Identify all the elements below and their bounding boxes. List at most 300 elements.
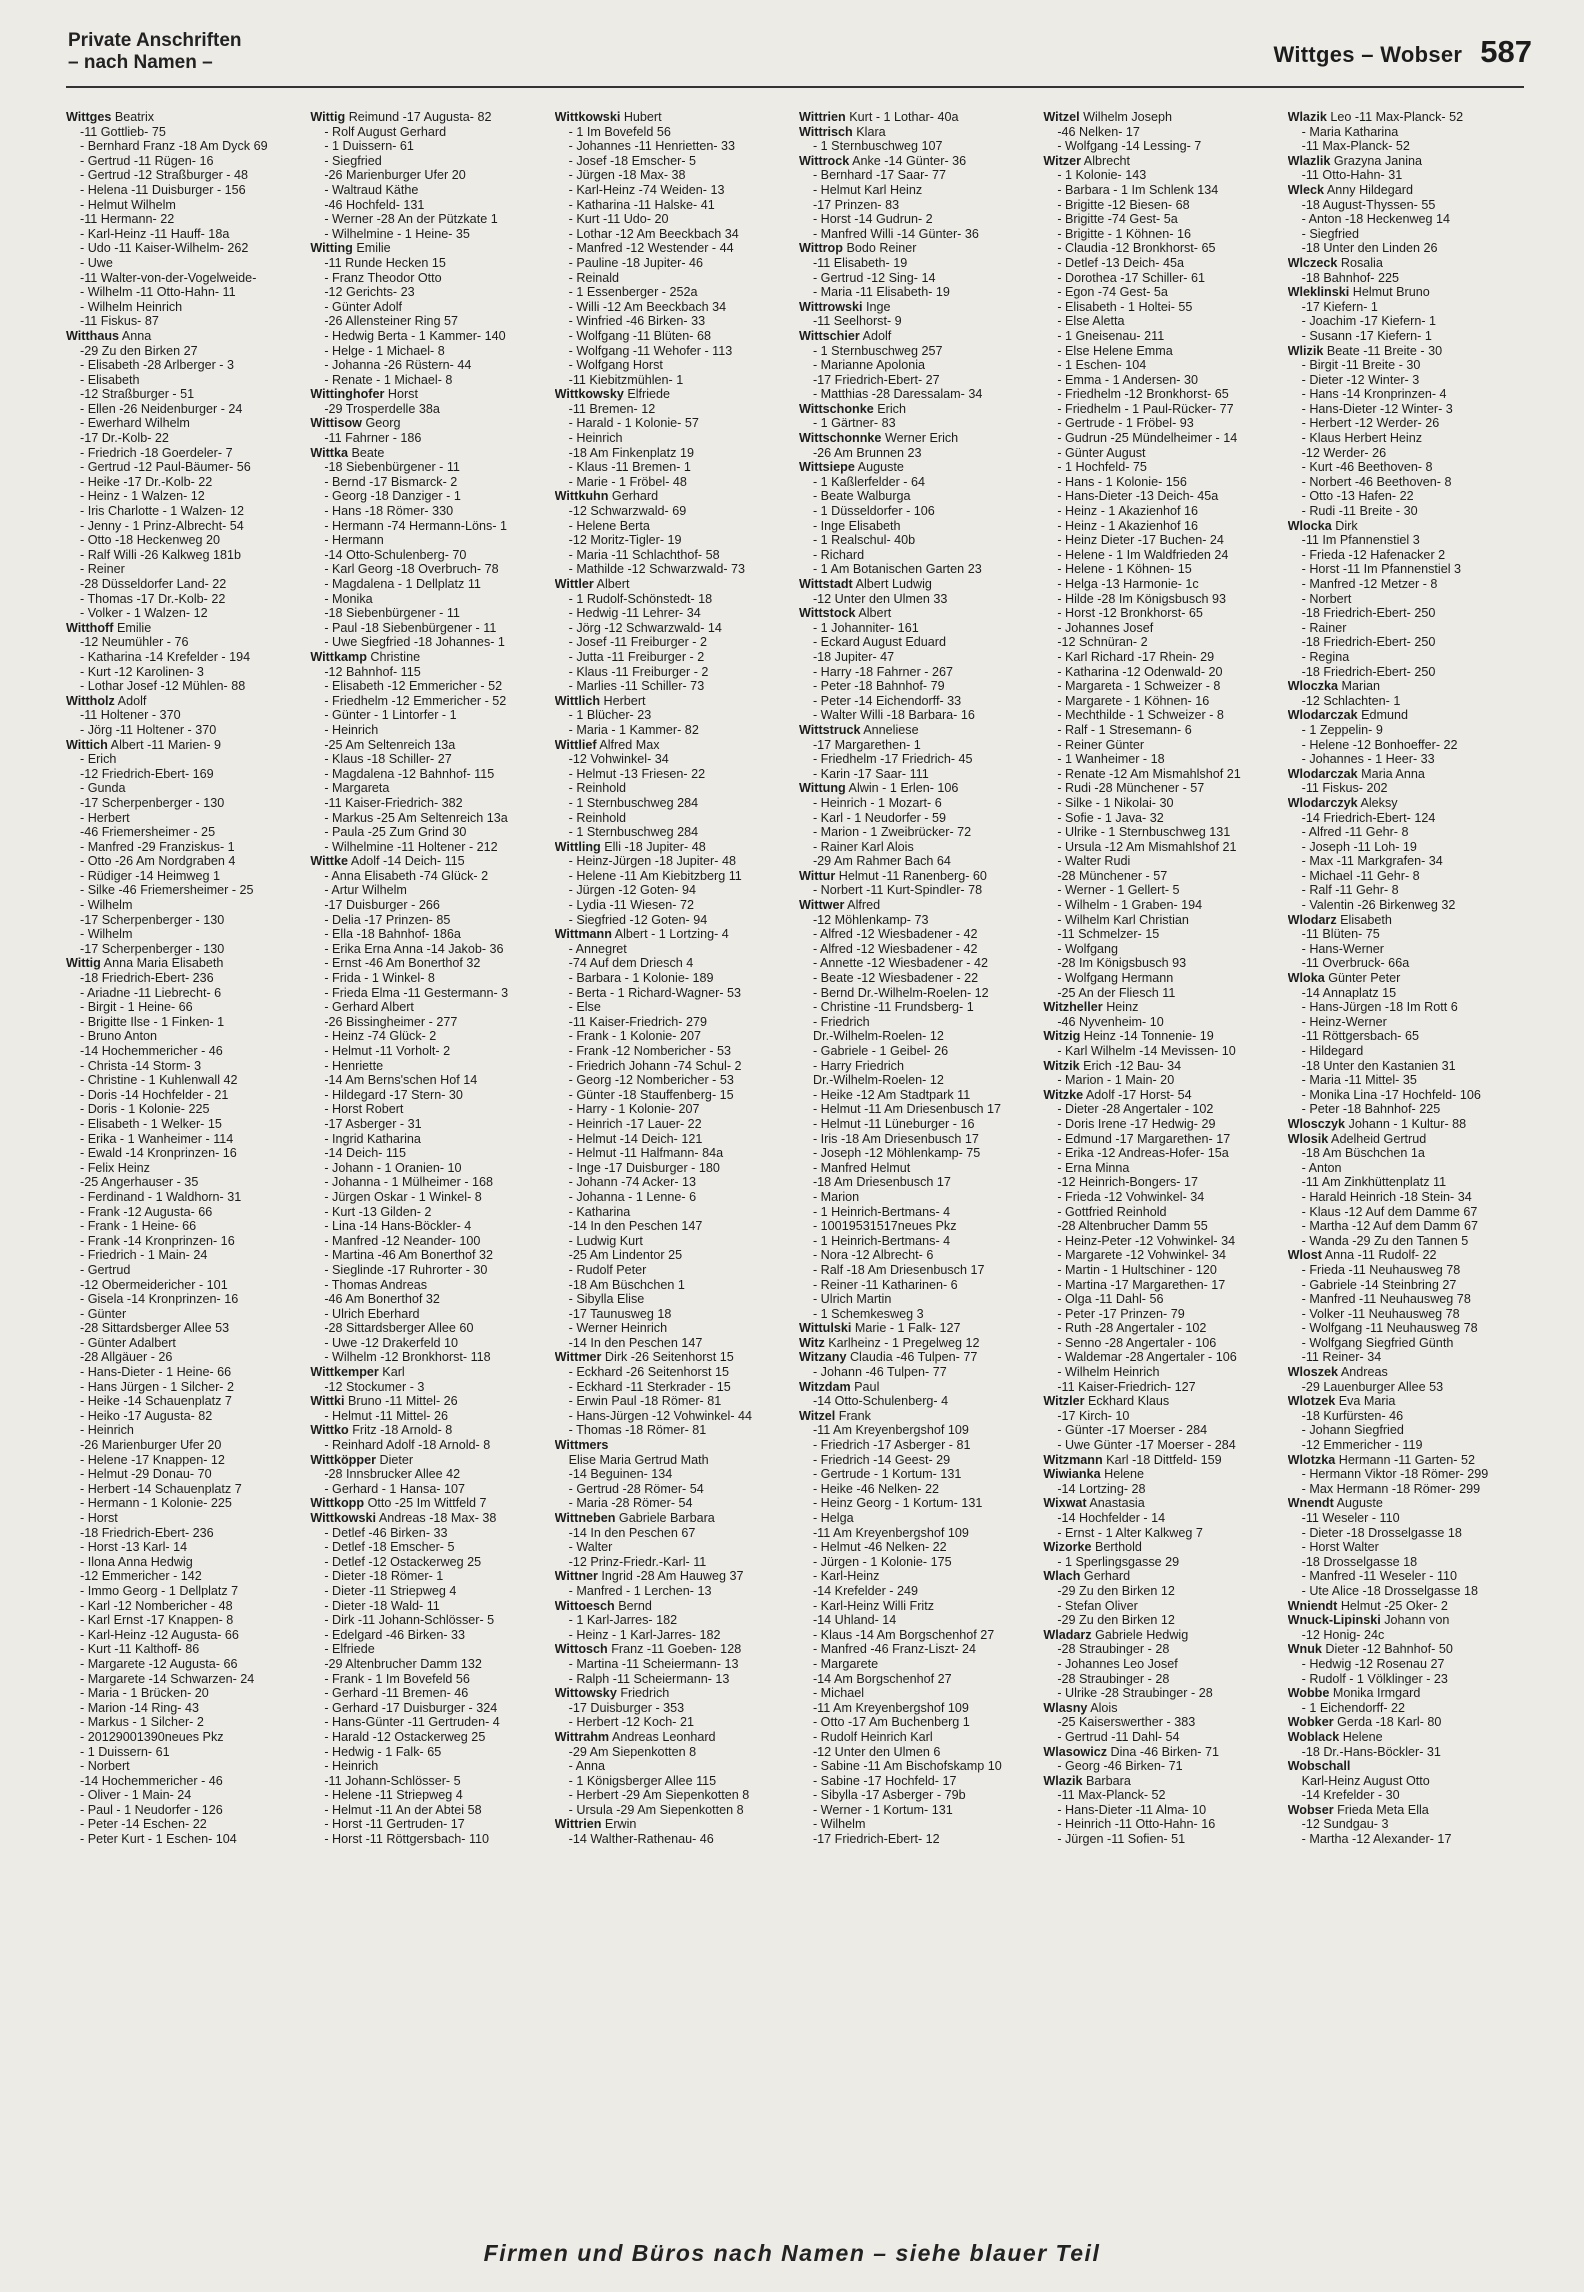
listing-line: - Wilhelm -12 Bronkhorst- 118: [324, 1350, 491, 1365]
surname-entry: [310, 1394, 546, 1409]
listing-line: - Gertrud -12 Paul-Bäumer- 56: [80, 460, 251, 475]
surname-entry: [66, 738, 302, 753]
listing-line: - Helmut -11 Vorholt- 2: [324, 1044, 451, 1058]
listing-line: -17 Kiefern- 1: [1301, 299, 1378, 314]
listing-line: -14 Lortzing- 28: [1057, 1481, 1146, 1496]
listing-line: - Franz Theodor Otto: [324, 270, 442, 285]
listing-line: - Anna: [568, 1759, 606, 1774]
listing-line: - Manfred -29 Franziskus- 1: [80, 839, 235, 854]
surname: Wittki: [310, 1394, 345, 1409]
listing-line: - Senno -28 Angertaler - 106: [1057, 1335, 1217, 1350]
given-name-address: Andreas -18 Max- 38: [378, 1511, 497, 1525]
listing-line: - Gottfried Reinhold: [1057, 1204, 1167, 1219]
surname: Wittmers: [554, 1438, 609, 1453]
listing-line: - Maria -11 Schlachthof- 58: [568, 547, 720, 562]
surname: Wiwianka: [1043, 1467, 1101, 1482]
surname: Wittrien: [798, 110, 846, 124]
surname: Wittmer: [554, 1350, 602, 1365]
listing-line: - Lothar -12 Am Beeckbach 34: [568, 226, 739, 241]
listing-line: -18 Unter den Kastanien 31: [1301, 1058, 1456, 1073]
given-name-address: Dieter: [379, 1452, 414, 1467]
section-title-line1: Private Anschriften: [68, 30, 242, 51]
listing-line: -28 Straubinger - 28: [1057, 1642, 1170, 1657]
given-name-address: Wilhelm Joseph: [1083, 110, 1172, 124]
listing-line: - Johanna -26 Rüstern- 44: [324, 358, 472, 373]
given-name-address: Frieda Meta Ella: [1337, 1802, 1429, 1817]
surname: Wittschier: [798, 328, 860, 343]
listing-line: - Pauline -18 Jupiter- 46: [568, 255, 704, 270]
given-name-address: Friedrich: [620, 1686, 670, 1701]
listing-line: -12 Werder- 26: [1301, 445, 1387, 460]
surname: Wobschall: [1287, 1759, 1351, 1774]
listing-line: - Bernhard Franz -18 Am Dyck 69: [80, 139, 268, 154]
listing-line: - Norbert: [80, 1759, 130, 1774]
listing-line: - Klaus -11 Freiburger - 2: [568, 664, 709, 679]
listing-line: - Bernd Dr.-Wilhelm-Roelen- 12: [812, 985, 989, 1000]
surname-entry: [555, 1817, 791, 1832]
listing-line: - Karl Georg -18 Overbruch- 78: [324, 562, 499, 577]
listing-line: -17 Duisburger - 353: [568, 1700, 685, 1715]
listing-line: -18 Friedrich-Ebert- 250: [1301, 635, 1436, 650]
surname: Wittig: [66, 956, 101, 971]
listing-line: - Karl Wilhelm -14 Mevissen- 10: [1057, 1044, 1236, 1058]
listing-line: - Rolf August Gerhard: [324, 124, 447, 139]
surname: Wittko: [310, 1423, 349, 1438]
given-name-address: Heinz -14 Tonnenie- 19: [1083, 1029, 1214, 1044]
surname: Wittung: [798, 781, 846, 796]
given-name-address: Alfred: [847, 898, 881, 913]
given-name-address: Anna -11 Rudolf- 22: [1324, 1248, 1437, 1263]
listing-line: - Sieglinde -17 Ruhrorter - 30: [324, 1262, 488, 1277]
surname-entry: [555, 1350, 791, 1365]
listing-line: -18 Am Driesenbusch 17: [812, 1175, 951, 1190]
listing-line: - Kurt -11 Udo- 20: [568, 212, 669, 227]
listing-line: - Iris Charlotte - 1 Walzen- 12: [80, 504, 245, 519]
listing-line: - Mathilde -12 Schwarzwald- 73: [568, 562, 746, 577]
listing-line: -11 Otto-Hahn- 31: [1301, 168, 1403, 183]
listing-line: - Klaus -18 Schiller- 27: [324, 752, 452, 767]
listing-line: - Uwe Siegfried -18 Johannes- 1: [324, 635, 505, 650]
listing-line: - Susann -17 Kiefern- 1: [1301, 328, 1432, 343]
listing-line: - Hedwig Berta - 1 Kammer- 140: [324, 328, 506, 343]
listing-line: - Heinrich: [324, 722, 379, 737]
listing-line: - 1 Blücher- 23: [568, 708, 652, 723]
listing-line: - Elisabeth -28 Arlberger - 3: [80, 358, 234, 373]
listing-line: - Wanda -29 Zu den Tannen 5: [1301, 1233, 1469, 1248]
given-name-address: Günter Peter: [1328, 971, 1401, 986]
surname-entry: [1043, 1394, 1279, 1409]
listing-line: - Volker - 1 Walzen- 12: [80, 606, 208, 621]
listing-line: - Waldemar -28 Angertaler - 106: [1057, 1350, 1237, 1365]
listing-line: - Hermann: [324, 533, 384, 548]
listing-line: - Wilhelm: [80, 927, 133, 942]
listing-line: - Margarete -12 Vohwinkel- 34: [1057, 1248, 1227, 1263]
listing-line: - Horst -11 Im Pfannenstiel 3: [1301, 562, 1461, 577]
listing-line: - Bernhard -17 Saar- 77: [812, 168, 946, 183]
listing-line: - Siegfried -12 Goten- 94: [568, 912, 708, 927]
surname-entry: [66, 621, 302, 636]
listing-line: - Paul - 1 Neudorfer - 126: [80, 1802, 223, 1817]
given-name-address: Horst: [387, 387, 418, 402]
listing-line: -12 Emmericher - 142: [80, 1569, 202, 1584]
listing-line: - Anna Elisabeth -74 Glück- 2: [324, 868, 489, 883]
surname: Wlodarczak: [1287, 708, 1358, 723]
surname: Wittosch: [554, 1642, 608, 1657]
surname: Wittrisch: [798, 124, 853, 139]
given-name-address: Herbert: [603, 693, 646, 708]
listing-line: - Joachim -17 Kiefern- 1: [1301, 314, 1437, 329]
listing-line: - Harry -18 Fahrner - 267: [812, 664, 953, 679]
given-name-address: Albert -11 Marien- 9: [110, 737, 222, 752]
listing-line: - Manfred Willi -14 Günter- 36: [812, 226, 979, 241]
surname-entry: [799, 606, 1035, 621]
listing-line: - Marianne Apolonia: [812, 358, 925, 373]
given-name-address: Anke -14 Günter- 36: [852, 153, 967, 168]
listing-line: -18 Unter den Linden 26: [1301, 241, 1438, 256]
surname-entry: [1288, 344, 1524, 359]
given-name-address: Eckhard Klaus: [1087, 1394, 1170, 1409]
header-rule: [66, 86, 1524, 88]
given-name-address: Werner Erich: [884, 431, 959, 446]
surname: Wittur: [798, 868, 836, 883]
listing-line: - Hans - 1 Kolonie- 156: [1057, 474, 1187, 489]
surname: Wittwer: [798, 898, 845, 913]
surname-entry: [1288, 1715, 1524, 1730]
listing-line: - Reiner: [80, 562, 125, 577]
listing-line: - 1 Eichendorff- 22: [1301, 1700, 1406, 1715]
surname-entry: [1288, 1117, 1524, 1132]
listing-line: - Sabine -17 Hochfeld- 17: [812, 1773, 957, 1788]
listing-line: - Manfred -12 Metzer - 8: [1301, 577, 1438, 591]
surname-entry: [66, 329, 302, 344]
surname: Witzel: [798, 1408, 836, 1423]
surname-entry: [1288, 183, 1524, 198]
listing-line: - Harald Heinrich -18 Stein- 34: [1301, 1189, 1472, 1204]
given-name-address: Barbara: [1086, 1773, 1131, 1788]
listing-line: - Dirk -11 Johann-Schlösser- 5: [324, 1613, 495, 1628]
listing-line: - Heinz-Werner: [1301, 1014, 1387, 1029]
listing-line: -28 Sittardsberger Allee 53: [80, 1321, 230, 1336]
listing-line: - Thomas Andreas: [324, 1277, 427, 1292]
listing-line: - Hermann -74 Hermann-Löns- 1: [324, 518, 508, 533]
listing-line: - Reinhold: [568, 781, 627, 796]
listing-line: -11 Max-Planck- 52: [1057, 1788, 1166, 1803]
listing-line: - Walter: [568, 1540, 613, 1555]
listing-line: - Wilhelm: [80, 898, 133, 913]
listing-line: - Jürgen - 1 Kolonie- 175: [812, 1554, 952, 1569]
listing-line: - Elisabeth - 1 Welker- 15: [80, 1116, 222, 1131]
listing-line: - Manfred -46 Franz-Liszt- 24: [812, 1642, 977, 1657]
listing-line: -17 Scherpenberger - 130: [80, 912, 225, 927]
listing-line: - Jürgen Oskar - 1 Winkel- 8: [324, 1189, 482, 1204]
listing-line: -18 Friedrich-Ebert- 250: [1301, 664, 1436, 679]
listing-line: - Otto -13 Hafen- 22: [1301, 489, 1414, 504]
surname-entry: [555, 387, 791, 402]
listing-line: - Georg -12 Nombericher - 53: [568, 1073, 734, 1088]
listing-line: -12 Heinrich-Bongers- 17: [1057, 1175, 1199, 1190]
listing-line: - Helmut -11 Halfmann- 84a: [568, 1146, 724, 1161]
given-name-address: Adelheid Gertrud: [1331, 1131, 1427, 1146]
listing-line: - Sofie - 1 Java- 32: [1057, 810, 1164, 825]
given-name-address: Beate: [351, 445, 385, 460]
listing-line: Dr.-Wilhelm-Roelen- 12: [812, 1029, 944, 1044]
listing-line: - Silke - 1 Nikolai- 30: [1057, 795, 1174, 810]
given-name-address: Claudia -46 Tulpen- 77: [849, 1350, 978, 1365]
surname-entry: [1288, 110, 1524, 125]
listing-line: -28 Innsbrucker Allee 42: [324, 1467, 461, 1482]
given-name-address: Edmund: [1361, 708, 1409, 723]
listing-line: - Magdalena -12 Bahnhof- 115: [324, 766, 495, 781]
given-name-address: Andreas: [1340, 1365, 1388, 1380]
listing-line: - Ewald -14 Kronprinzen- 16: [80, 1146, 237, 1161]
listing-line: - Peter -17 Prinzen- 79: [1057, 1306, 1185, 1321]
listing-line: -29 Am Siepenkotten 8: [568, 1744, 697, 1759]
listing-line: -12 Gerichts- 23: [324, 285, 415, 300]
listing-line: - Markus - 1 Silcher- 2: [80, 1715, 204, 1730]
listing-line: -14 Uhland- 14: [812, 1613, 897, 1628]
given-name-address: Johann - 1 Kultur- 88: [1348, 1116, 1467, 1131]
given-name-address: Andreas Leonhard: [611, 1729, 716, 1744]
surname-entry: [799, 402, 1035, 417]
section-title-line2: – nach Namen –: [68, 52, 213, 73]
listing-line: - 1 Kolonie- 143: [1057, 168, 1147, 183]
surname-entry: [310, 1496, 546, 1511]
surname: Witthaus: [66, 328, 120, 343]
listing-line: - Harry - 1 Kolonie- 207: [568, 1102, 700, 1117]
listing-line: - Ulrike - 1 Sternbuschweg 131: [1057, 825, 1231, 840]
surname-entry: [310, 446, 546, 461]
surname: Wittich: [66, 737, 108, 752]
surname: Wloczka: [1287, 679, 1339, 694]
listing-line: - Doris - 1 Kolonie- 225: [80, 1102, 210, 1117]
listing-line: -26 Allensteiner Ring 57: [324, 314, 459, 329]
listing-line: - Artur Wilhelm: [324, 883, 407, 898]
listing-line: - Ralf Willi -26 Kalkweg 181b: [80, 547, 241, 562]
surname-entry: [1043, 1000, 1279, 1015]
listing-line: - Karl -12 Nombericher - 48: [80, 1598, 233, 1613]
listing-line: - Frank - 1 Im Bovefeld 56: [324, 1671, 470, 1686]
surname: Witzheller: [1043, 1000, 1103, 1015]
listing-line: - Horst: [80, 1511, 118, 1525]
surname-entry: [555, 738, 791, 753]
given-name-address: Beatrix: [114, 110, 155, 124]
listing-line: - Horst -14 Gudrun- 2: [812, 212, 933, 227]
given-name-address: Bruno -11 Mittel- 26: [348, 1394, 458, 1409]
listing-line: - Monika Lina -17 Hochfeld- 106: [1301, 1087, 1481, 1102]
listing-line: -11 Kaiser-Friedrich- 382: [324, 795, 463, 810]
listing-line: - Erwin Paul -18 Römer- 81: [568, 1394, 722, 1409]
surname-entry: [1288, 154, 1524, 169]
listing-line: - Herbert -12 Koch- 21: [568, 1715, 694, 1730]
listing-line: - Frank -12 Augusta- 66: [80, 1204, 213, 1219]
listing-line: -14 Otto-Schulenberg- 4: [812, 1394, 949, 1409]
surname-entry: [1288, 285, 1524, 300]
listing-line: - Annegret: [568, 941, 627, 956]
surname-entry: [799, 1350, 1035, 1365]
listing-line: - Gerhard -11 Bremen- 46: [324, 1686, 469, 1701]
listing-line: - 1 Hochfeld- 75: [1057, 460, 1147, 475]
listing-line: - Wilhelmine -11 Holtener - 212: [324, 839, 498, 854]
listing-line: - Winfried -46 Birken- 33: [568, 314, 706, 329]
directory-columns: [66, 110, 1532, 2205]
listing-line: - Oliver - 1 Main- 24: [80, 1788, 192, 1803]
listing-line: - Elisabeth - 1 Holtei- 55: [1057, 299, 1193, 314]
given-name-address: Anastasia: [1089, 1496, 1145, 1511]
listing-line: -11 Runde Hecken 15: [324, 255, 446, 270]
name-range: Wittges – Wobser: [1273, 42, 1463, 67]
listing-line: - Jutta -11 Freiburger - 2: [568, 649, 705, 664]
listing-line: - Dieter -11 Striepweg 4: [324, 1583, 457, 1598]
listing-line: - Ferdinand - 1 Waldhorn- 31: [80, 1189, 242, 1204]
given-name-address: Adolf: [862, 328, 892, 343]
listing-line: - Marion - 1 Zweibrücker- 72: [812, 825, 972, 840]
listing-line: - Helene - 1 Köhnen- 15: [1057, 562, 1192, 577]
listing-line: - Manfred -11 Weseler - 110: [1301, 1569, 1458, 1584]
listing-line: - Hans -18 Römer- 330: [324, 504, 454, 519]
listing-line: - Otto -18 Heckenweg 20: [80, 533, 221, 548]
listing-line: - Dieter -28 Angertaler - 102: [1057, 1102, 1214, 1117]
listing-line: - Heinrich: [568, 431, 623, 446]
surname: Wlodarz: [1287, 912, 1337, 927]
given-name-address: Gerda -18 Karl- 80: [1337, 1715, 1442, 1730]
listing-line: -46 Nyvenheim- 10: [1057, 1014, 1164, 1029]
listing-line: - Herbert: [80, 810, 130, 825]
listing-line: - Stefan Oliver: [1057, 1598, 1138, 1613]
listing-line: - Helene -11 Striepweg 4: [324, 1788, 463, 1803]
listing-line: - Friedhelm -17 Friedrich- 45: [812, 752, 973, 767]
listing-line: - 1 Realschul- 40b: [812, 533, 916, 548]
listing-line: - Georg -18 Danziger - 1: [324, 489, 461, 504]
listing-line: - Johannes Leo Josef: [1057, 1656, 1178, 1671]
listing-line: - Elisabeth: [80, 372, 140, 387]
listing-line: - Rudi -11 Breite - 30: [1301, 504, 1418, 519]
listing-line: - Peter -14 Eschen- 22: [80, 1817, 207, 1832]
surname: Wittkowski: [310, 1511, 376, 1525]
surname-entry: [799, 431, 1035, 446]
surname-entry: [1288, 1132, 1524, 1147]
listing-line: - Karl Ernst -17 Knappen- 8: [80, 1613, 234, 1628]
given-name-address: Adolf -14 Deich- 115: [350, 854, 465, 869]
listing-line: - Egon -74 Gest- 5a: [1057, 285, 1168, 300]
listing-line: - Ernst - 1 Alter Kalkweg 7: [1057, 1525, 1203, 1540]
listing-line: - Johannes - 1 Heer- 33: [1301, 752, 1435, 767]
listing-line: -14 Krefelder - 249: [812, 1583, 918, 1598]
listing-line: - Peter -18 Bahnhof- 79: [812, 679, 945, 694]
listing-line: - Manfred -12 Westender - 44: [568, 241, 734, 256]
listing-line: - Johann -46 Tulpen- 77: [812, 1365, 947, 1380]
surname: Witzany: [798, 1350, 847, 1365]
surname-entry: [310, 1423, 546, 1438]
listing-line: - Heinz - 1 Karl-Jarres- 182: [568, 1627, 721, 1642]
surname-entry: [799, 723, 1035, 738]
listing-line: -29 Zu den Birken 12: [1057, 1613, 1175, 1628]
listing-line: - Wilhelm Heinrich: [1057, 1365, 1160, 1380]
listing-line: -46 Friemersheimer - 25: [80, 825, 216, 840]
listing-line: -29 Altenbrucher Damm 132: [324, 1656, 482, 1671]
listing-line: -17 Asberger - 31: [324, 1116, 422, 1131]
listing-line: -11 Overbruck- 66a: [1301, 956, 1410, 971]
listing-line: - Günter Adalbert: [80, 1335, 176, 1350]
listing-line: - Hans-Dieter -11 Alma- 10: [1057, 1802, 1207, 1817]
given-name-address: Albrecht: [1083, 153, 1130, 168]
listing-line: - Heinrich - 1 Mozart- 6: [812, 795, 942, 810]
listing-line: -25 Am Seltenreich 13a: [324, 737, 456, 752]
surname: Wittler: [554, 577, 594, 591]
listing-line: - Martha -12 Auf dem Damm 67: [1301, 1219, 1479, 1234]
listing-line: - Norbert -46 Beethoven- 8: [1301, 474, 1452, 489]
given-name-address: Marie - 1 Falk- 127: [854, 1321, 961, 1336]
listing-line: - Johannes Josef: [1057, 620, 1154, 635]
listing-line: - Volker -11 Neuhausweg 78: [1301, 1306, 1460, 1321]
surname-entry: [555, 489, 791, 504]
listing-line: Elise Maria Gertrud Math: [568, 1452, 709, 1467]
page-header: [0, 0, 1584, 95]
surname-entry: [1288, 796, 1524, 811]
listing-line: - Wilhelm Heinrich: [80, 299, 183, 314]
listing-line: -14 In den Peschen 147: [568, 1335, 703, 1350]
given-name-address: Anna Maria Elisabeth: [103, 956, 224, 971]
surname: Wittoesch: [554, 1598, 615, 1613]
listing-line: - Heinrich -17 Lauer- 22: [568, 1116, 702, 1131]
listing-line: - Harald - 1 Kolonie- 57: [568, 416, 699, 431]
listing-line: - Maria -28 Römer- 54: [568, 1496, 693, 1511]
surname: Wobker: [1287, 1715, 1334, 1730]
listing-line: - Jürgen -18 Max- 38: [568, 168, 686, 183]
listing-line: - Frank -12 Nombericher - 53: [568, 1044, 732, 1058]
listing-line: - Ralf -11 Gehr- 8: [1301, 883, 1399, 898]
surname: Wlosik: [1287, 1131, 1329, 1146]
listing-line: - Wilhelm Karl Christian: [1057, 912, 1189, 927]
listing-line: - Johann Siegfried: [1301, 1423, 1404, 1438]
listing-line: -12 Friedrich-Ebert- 169: [80, 766, 214, 781]
listing-line: -17 Taunusweg 18: [568, 1306, 672, 1321]
listing-line: - Friedrich -18 Goerdeler- 7: [80, 445, 233, 460]
listing-line: - Richard: [812, 547, 865, 562]
listing-line: - 1 Karl-Jarres- 182: [568, 1613, 678, 1628]
surname: Wittkuhn: [554, 489, 609, 504]
listing-line: -11 Fiskus- 87: [80, 314, 159, 329]
listing-line: - Katharina: [568, 1204, 631, 1219]
listing-line: - Horst -11 Röttgersbach- 110: [324, 1832, 490, 1847]
listing-line: -17 Prinzen- 83: [812, 197, 900, 212]
given-name-address: Elisabeth: [1340, 912, 1392, 927]
listing-line: -12 Moritz-Tigler- 19: [568, 533, 682, 548]
listing-line: - Maria -11 Elisabeth- 19: [812, 285, 950, 300]
surname: Wobbe: [1287, 1686, 1330, 1701]
surname: Wlost: [1287, 1248, 1322, 1263]
listing-line: - Hans-Dieter - 1 Heine- 66: [80, 1365, 232, 1380]
listing-line: -11 Am Kreyenbergshof 109: [812, 1700, 969, 1715]
listing-line: - Helge - 1 Michael- 8: [324, 343, 445, 358]
listing-line: - Anton -18 Heckenweg 14: [1301, 212, 1451, 227]
listing-line: -14 In den Peschen 147: [568, 1219, 703, 1234]
listing-line: -46 Nelken- 17: [1057, 124, 1140, 139]
listing-line: - Paul -18 Siebenbürgener - 11: [324, 620, 497, 635]
listing-line: -11 Kiebitzmühlen- 1: [568, 372, 684, 387]
listing-line: - Peter Kurt - 1 Eschen- 104: [80, 1832, 237, 1847]
listing-line: - Rudolf - 1 Völklinger - 23: [1301, 1671, 1448, 1686]
listing-line: - Herbert -29 Am Siepenkotten 8: [568, 1788, 750, 1803]
surname: Wlazlik: [1287, 153, 1331, 168]
surname: Wloszek: [1287, 1365, 1339, 1380]
listing-line: - Karl-Heinz -11 Hauff- 18a: [80, 226, 230, 241]
listing-line: -18 Bahnhof- 225: [1301, 270, 1399, 285]
listing-line: -14 Beguinen- 134: [568, 1467, 673, 1482]
listing-line: - Marion - 1 Main- 20: [1057, 1073, 1175, 1088]
listing-line: - Doris Irene -17 Hedwig- 29: [1057, 1116, 1216, 1131]
surname: Wittmann: [554, 927, 612, 942]
surname-entry: [1043, 110, 1279, 125]
